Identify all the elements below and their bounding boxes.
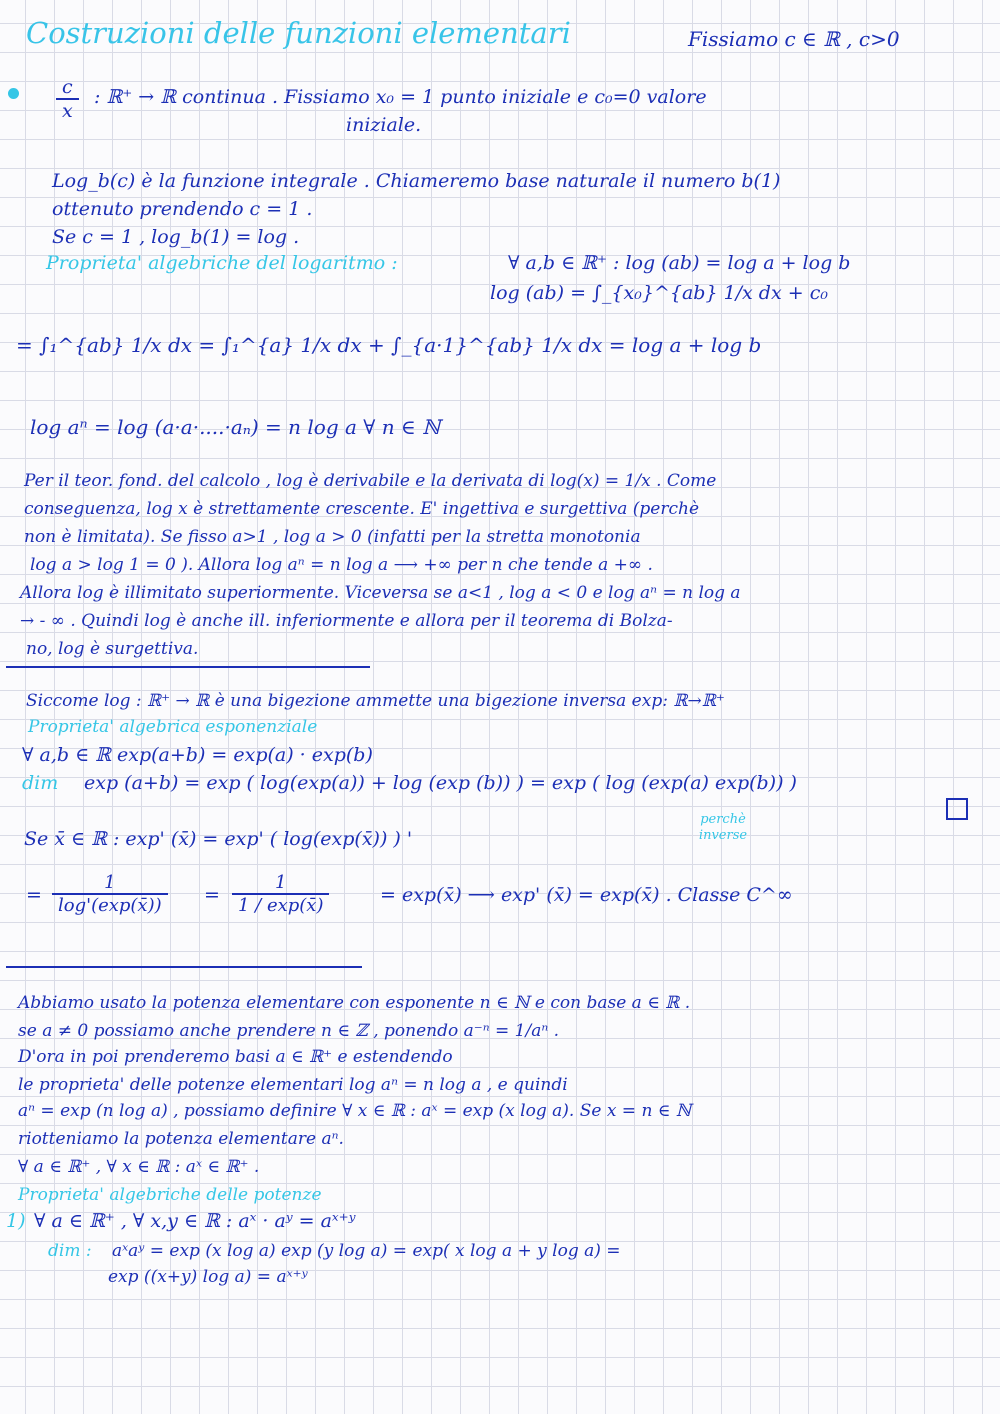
theorem-line-3: non è limitata). Se fisso a>1 , log a > 0 (infatti per la stretta monotonia [24,527,641,547]
theorem-line-2: conseguenza, log x è strettamente crescente. E' ingettiva e surgettiva (perchè [24,499,700,519]
log-power-rule: log aⁿ = log (a·a·....·aₙ) = n log a ∀ n ∈ ℕ [30,415,441,439]
log-definition-line: Log_b(c) è la funzione integrale . Chiameremo base naturale il numero b(1) [52,170,781,192]
fraction-numerator: c [56,76,79,100]
fraction-numerator: 1 [52,872,168,895]
power-intro-line-2: se a ≠ 0 possiamo anche prendere n ∈ ℤ , ponendo a⁻ⁿ = 1/aⁿ . [18,1021,560,1041]
exp-property-statement: ∀ a,b ∈ ℝ exp(a+b) = exp(a) · exp(b) [22,744,373,766]
page-title: Costruzioni delle funzioni elementari [26,16,571,50]
log-properties-label: Proprieta' algebriche del logaritmo : [46,252,398,274]
c-over-x-fraction [56,76,79,122]
fraction-denominator: 1 / exp(x̄) [238,895,324,916]
power-intro-line-4: le proprieta' delle potenze elementari log aⁿ = n log a , e quindi [18,1075,568,1095]
exp-proof-line: exp (a+b) = exp ( log(exp(a)) + log (exp (b)) ) = exp ( log (exp(a) exp(b)) ) [84,772,797,794]
fraction-numerator: 1 [232,872,329,895]
power-intro-line-6: riotteniamo la potenza elementare aⁿ. [18,1129,344,1149]
integral-chain: = ∫₁^{ab} 1/x dx = ∫₁^{a} 1/x dx + ∫_{a·1}^{ab} 1/x dx = log a + log b [16,333,762,357]
dim-label: dim : [48,1241,92,1261]
fraction-denominator: x [62,100,73,122]
theorem-line-7: no, log è surgettiva. [26,639,199,659]
function-definition-line-cont: iniziale. [346,114,422,136]
power-proof-line-1: aˣaʸ = exp (x log a) exp (y log a) = exp( x log a + y log a) = [112,1241,621,1261]
power-properties-label: Proprieta' algebriche delle potenze [18,1185,322,1205]
equals-sign: = [26,884,42,906]
exp-property-label: Proprieta' algebrica esponenziale [28,717,318,737]
header-constant-definition: Fissiamo c ∈ ℝ , c>0 [688,27,900,51]
equals-sign: = [204,884,220,906]
fraction-denominator: log'(exp(x̄)) [58,895,162,916]
log-properties-statement: ∀ a,b ∈ ℝ⁺ : log (ab) = log a + log b [508,252,851,274]
dim-label: dim [22,772,59,794]
derivative-fraction-2 [232,872,329,916]
log-definition-line-2: ottenuto prendendo c = 1 . [52,198,313,220]
power-intro-line-7: ∀ a ∈ ℝ⁺ , ∀ x ∈ ℝ : aˣ ∈ ℝ⁺ . [18,1157,260,1177]
power-property-1: ∀ a ∈ ℝ⁺ , ∀ x,y ∈ ℝ : aˣ · aʸ = aˣ⁺ʸ [34,1210,356,1232]
section-divider [6,966,362,968]
inverse-note: perchè inverse [698,812,748,843]
power-intro-line-3: D'ora in poi prenderemo basi a ∈ ℝ⁺ e estendendo [18,1047,453,1067]
log-base-line: Se c = 1 , log_b(1) = log . [52,226,300,248]
theorem-line-4: log a > log 1 = 0 ). Allora log aⁿ = n log a ⟶ +∞ per n che tende a +∞ . [30,555,653,575]
qed-box [946,798,968,820]
bullet-point [8,88,19,99]
exp-derivative-conclusion: = exp(x̄) ⟶ exp' (x̄) = exp(x̄) . Classe C^∞ [380,884,793,906]
section-divider [6,666,370,668]
property-number: 1) [6,1210,26,1232]
function-definition-line: : ℝ⁺ → ℝ continua . Fissiamo x₀ = 1 punto iniziale e c₀=0 valore [94,86,707,108]
exp-derivative-line: Se x̄ ∈ ℝ : exp' (x̄) = exp' ( log(exp(x̄)) ) ' [24,828,413,850]
power-proof-line-2: exp ((x+y) log a) = aˣ⁺ʸ [108,1267,308,1287]
power-intro-line-5: aⁿ = exp (n log a) , possiamo definire ∀ x ∈ ℝ : aˣ = exp (x log a). Se x = n ∈ ℕ [18,1101,692,1121]
theorem-line-6: → - ∞ . Quindi log è anche ill. inferiormente e allora per il teorema di Bolza- [20,611,673,631]
exp-inverse-line: Siccome log : ℝ⁺ → ℝ è una bigezione ammette una bigezione inversa exp: ℝ→ℝ⁺ [26,691,725,711]
log-product-integral: log (ab) = ∫_{x₀}^{ab} 1/x dx + c₀ [490,282,828,304]
derivative-fraction-1 [52,872,168,916]
power-intro-line-1: Abbiamo usato la potenza elementare con esponente n ∈ ℕ e con base a ∈ ℝ . [18,993,691,1013]
theorem-line-1: Per il teor. fond. del calcolo , log è derivabile e la derivata di log(x) = 1/x . Come [24,471,717,491]
theorem-line-5: Allora log è illimitato superiormente. Viceversa se a<1 , log a < 0 e log aⁿ = n log a [20,583,741,603]
